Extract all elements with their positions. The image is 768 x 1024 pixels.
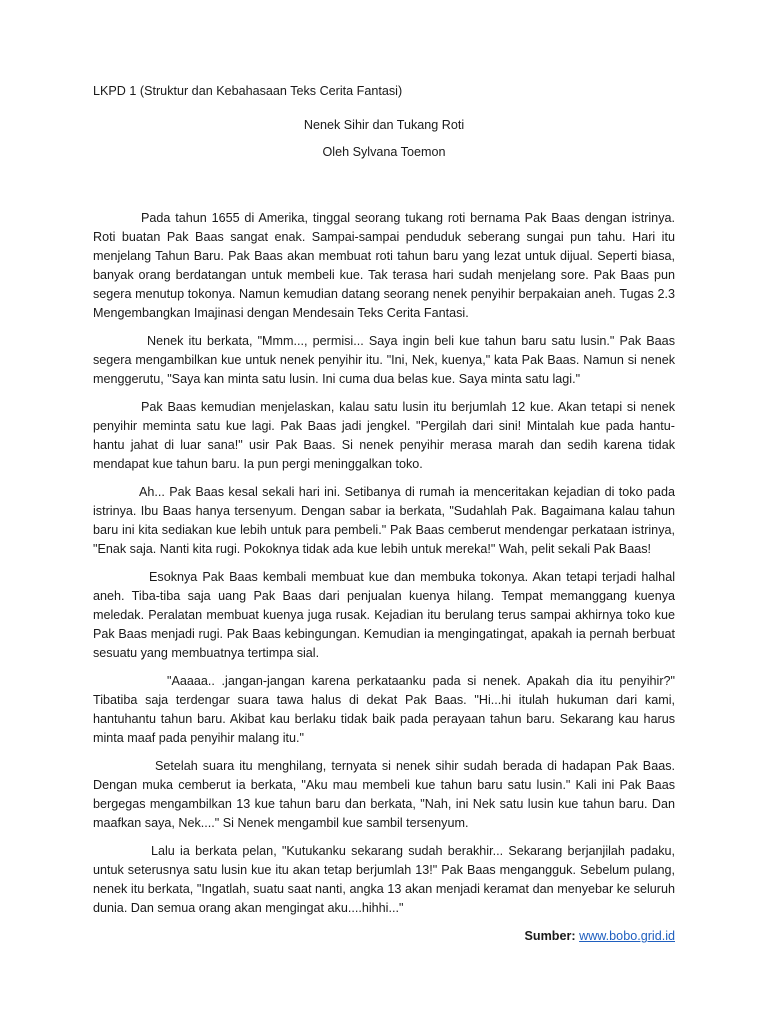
story-author: Oleh Sylvana Toemon	[322, 145, 446, 159]
document-page	[93, 82, 675, 959]
source-label: Sumber:	[524, 929, 576, 943]
story-paragraph-4: Ah... Pak Baas kesal sekali hari ini. Setibanya di rumah ia menceritakan kejadian di toko pada istrinya. Ibu Baas hanya tersenyum. Dengan sabar ia berkata, "Sudahlah Pak. Bagaimana kalau tahun baru ini kita sediakan kue lebih untuk para pembeli." Pak Baas cemberut mendengar perkataan istrinya, "Enak saja. Nanti kita rugi. Pokoknya tidak ada kue lebih untuk mereka!" Wah, pelit sekali Pak Baas!	[93, 485, 675, 556]
story-paragraph-7: Setelah suara itu menghilang, ternyata si nenek sihir sudah berada di hadapan Pak Baas. Dengan muka cemberut ia berkata, "Aku mau membeli kue tahun baru satu lusin." Kali ini Pak Baas bergegas mengambilkan 13 kue tahun baru dan berkata, "Nah, ini Nek satu lusin kue tahun baru. Dan maafkan saya, Nek...." Si Nenek mengambil kue sambil tersenyum.	[93, 759, 675, 830]
story-paragraph-8: Lalu ia berkata pelan, "Kutukanku sekarang sudah berakhir... Sekarang berjanjilah padaku, untuk seterusnya satu lusin kue itu akan tetap berjumlah 13!" Pak Baas mengangguk. Sebelum pulang, nenek itu berkata, "Ingatlah, suatu saat nanti, angka 13 akan menjadi keramat dan menyebar ke seluruh dunia. Dan semua orang akan mengingat aku....hihhi..."	[93, 844, 675, 915]
story-paragraph-6: "Aaaaa.. .jangan-jangan karena perkataanku pada si nenek. Apakah dia itu penyihir?" Tibatiba saja terdengar suara tawa halus di dekat Pak Baas. "Hi...hi itulah hukuman dari kami, hantuhantu tahun baru. Akibat kau berlaku tidak baik pada perayaan tahun baru. Sekarang kau harus minta maaf pada penyihir malang itu."	[93, 674, 675, 745]
source-link[interactable]: www.bobo.grid.id	[579, 929, 675, 943]
story-body	[93, 209, 675, 918]
story-paragraph-1: Pada tahun 1655 di Amerika, tinggal seorang tukang roti bernama Pak Baas dengan istrinya. Roti buatan Pak Baas sangat enak. Sampai-sampai penduduk seberang sungai pun tahu. Hari itu menjelang Tahun Baru. Pak Baas akan membuat roti tahun baru yang lezat untuk dijual. Seperti biasa, banyak orang berdatangan untuk membeli kue. Tak terasa hari sudah menjelang sore. Pak Baas pun segera menutup tokonya. Namun kemudian datang seorang nenek penyihir berpakaian aneh. Tugas 2.3 Mengembangkan Imajinasi dengan Mendesain Teks Cerita Fantasi.	[93, 211, 675, 320]
source-credit	[93, 927, 675, 946]
document-heading: LKPD 1 (Struktur dan Kebahasaan Teks Cerita Fantasi)	[93, 84, 403, 98]
story-title: Nenek Sihir dan Tukang Roti	[303, 118, 465, 132]
story-paragraph-3: Pak Baas kemudian menjelaskan, kalau satu lusin itu berjumlah 12 kue. Akan tetapi si nenek penyihir meminta satu kue lagi. Pak Baas jadi jengkel. "Pergilah dari sini! Mintalah kue pada hantu-hantu jahat di luar sana!" usir Pak Baas. Si nenek penyihir merasa marah dan sedih karena tidak mendapat kue tahun baru. Ia pun pergi meninggalkan toko.	[93, 400, 675, 471]
story-paragraph-5: Esoknya Pak Baas kembali membuat kue dan membuka tokonya. Akan tetapi terjadi halhal aneh. Tiba-tiba saja uang Pak Baas dari penjualan kuenya hilang. Tempat memanggang kuenya meledak. Peralatan membuat kuenya juga rusak. Kejadian itu berulang terus sampai akhirnya toko kue Pak Baas menjadi rugi. Pak Baas kebingungan. Kemudian ia mengingatingat, apakah ia pernah berbuat sesuatu yang membuatnya tertimpa sial.	[93, 570, 675, 660]
story-paragraph-2: Nenek itu berkata, "Mmm..., permisi... Saya ingin beli kue tahun baru satu lusin." Pak Baas segera mengambilkan kue untuk nenek penyihir itu. "Ini, Nek, kuenya," kata Pak Baas. Namun si nenek menggerutu, "Saya kan minta satu lusin. Ini cuma dua belas kue. Saya minta satu lagi."	[93, 334, 675, 386]
